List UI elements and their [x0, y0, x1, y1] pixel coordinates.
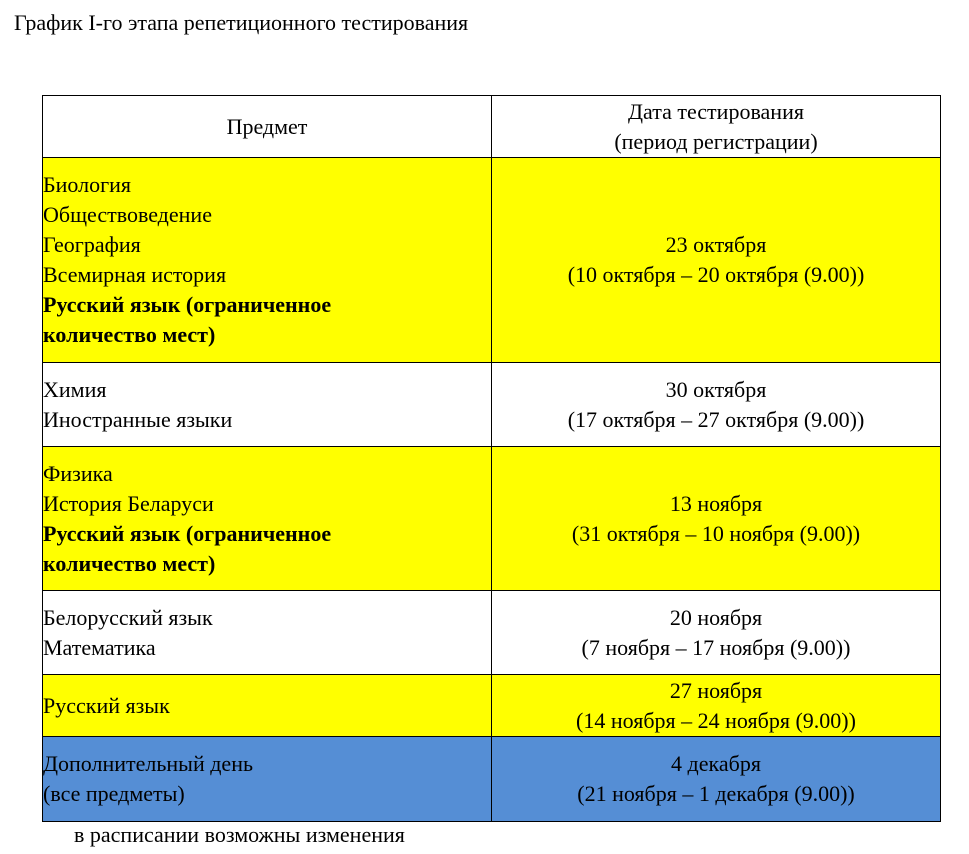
header-date-title: Дата тестирования [628, 98, 804, 124]
test-date: 30 октября [665, 376, 767, 402]
date-cell [492, 737, 941, 822]
table-row [43, 363, 941, 447]
date-cell [492, 591, 941, 675]
registration-period: (14 ноября – 24 ноября (9.00)) [576, 707, 856, 733]
subject-item: Дополнительный день [43, 751, 253, 776]
date-cell [492, 447, 941, 591]
subject-item: Русский язык [43, 692, 170, 718]
date-cell [492, 363, 941, 447]
subject-item-limited: Русский язык (ограниченное [43, 292, 332, 317]
registration-period: (7 ноября – 17 ноября (9.00)) [581, 634, 851, 660]
header-date [492, 96, 941, 158]
subjects-cell [43, 675, 492, 737]
test-date: 20 ноября [669, 604, 763, 630]
subject-item: География [43, 232, 141, 257]
table-row [43, 737, 941, 822]
test-date: 23 октября [665, 232, 767, 257]
table-row [43, 591, 941, 675]
table-row [43, 447, 941, 591]
subjects-cell [43, 158, 492, 363]
test-date: 4 декабря [671, 751, 761, 776]
registration-period: (17 октября – 27 октября (9.00)) [567, 406, 865, 432]
test-date: 13 ноября [669, 490, 763, 516]
registration-period: (21 ноября – 1 декабря (9.00)) [577, 781, 855, 806]
subject-item: Математика [43, 634, 156, 660]
page-title: График I-го этапа репетиционного тестирования [14, 10, 469, 35]
subjects-cell [43, 737, 492, 822]
subjects-cell [43, 447, 492, 591]
date-cell [492, 675, 941, 737]
subject-item: Биология [43, 172, 132, 197]
schedule-note: в расписании возможны изменения [74, 822, 405, 847]
table-row [43, 675, 941, 737]
schedule-table [42, 95, 941, 822]
subject-item: История Беларуси [43, 490, 214, 516]
header-date-period: (период регистрации) [614, 128, 818, 154]
subject-item: Иностранные языки [43, 406, 233, 432]
subjects-cell [43, 363, 492, 447]
subject-item-limited: Русский язык (ограниченное [43, 520, 332, 546]
header-subject: Предмет [43, 96, 492, 158]
subject-item: (все предметы) [43, 781, 185, 806]
subject-item: Белорусский язык [43, 604, 213, 630]
table-header-row [43, 96, 941, 158]
registration-period: (31 октября – 10 ноября (9.00)) [571, 520, 861, 546]
registration-period: (10 октября – 20 октября (9.00)) [567, 262, 865, 287]
subject-item: Обществоведение [43, 202, 212, 227]
subject-item-limited: количество мест) [43, 550, 216, 576]
subject-item-limited: количество мест) [43, 322, 216, 347]
table-row [43, 158, 941, 363]
subject-item: Всемирная история [43, 262, 227, 287]
subjects-cell [43, 591, 492, 675]
date-cell [492, 158, 941, 363]
subject-item: Химия [43, 376, 107, 402]
test-date: 27 ноября [669, 677, 763, 703]
subject-item: Физика [43, 460, 113, 486]
